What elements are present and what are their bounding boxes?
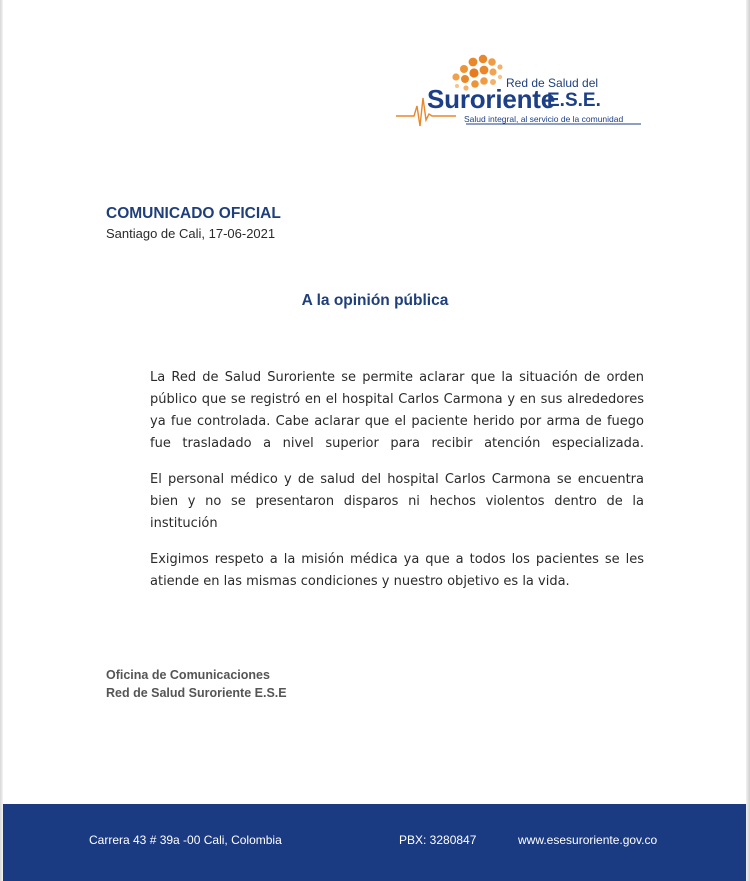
footer-address: Carrera 43 # 39a -00 Cali, Colombia — [89, 833, 282, 847]
organization-logo — [396, 50, 646, 135]
footer-bar — [3, 804, 746, 881]
signature-office: Oficina de Comunicaciones — [106, 668, 270, 682]
document-date: Santiago de Cali, 17-06-2021 — [106, 226, 276, 241]
document-title: COMUNICADO OFICIAL — [106, 205, 281, 222]
logo-tagline: Salud integral, al servicio de la comunidad — [464, 114, 624, 124]
logo-top-text: Red de Salud del — [506, 76, 599, 90]
logo-suffix-text: E.S.E. — [547, 90, 601, 111]
document-body — [150, 367, 644, 607]
footer-website-link[interactable]: www.esesuroriente.gov.co — [518, 833, 658, 847]
body-paragraph-2: El personal médico y de salud del hospital Carlos Carmona se encuentra bien y no se presentaron disparos ni hechos violentos dentro de la institución — [150, 472, 644, 531]
body-paragraph-1: La Red de Salud Suroriente se permite aclarar que la situación de orden público que se registró en el hospital Carlos Carmona y en sus alrededores ya fue controlada. Cabe aclarar que el paciente herido por arma de fuego fue trasladado a nivel superior para recibir atención especializada. — [150, 370, 644, 451]
section-heading: A la opinión pública — [301, 292, 449, 309]
page-edge-shadow-right — [746, 0, 750, 881]
signature-organization: Red de Salud Suroriente E.S.E — [106, 686, 287, 700]
page-edge-shadow-left — [0, 0, 3, 881]
body-paragraph-3: Exigimos respeto a la misión médica ya que a todos los pacientes se les atiende en las mismas condiciones y nuestro objetivo es la vida. — [150, 552, 644, 589]
logo-main-text: Suroriente — [427, 84, 556, 114]
footer-phone: PBX: 3280847 — [399, 833, 477, 847]
